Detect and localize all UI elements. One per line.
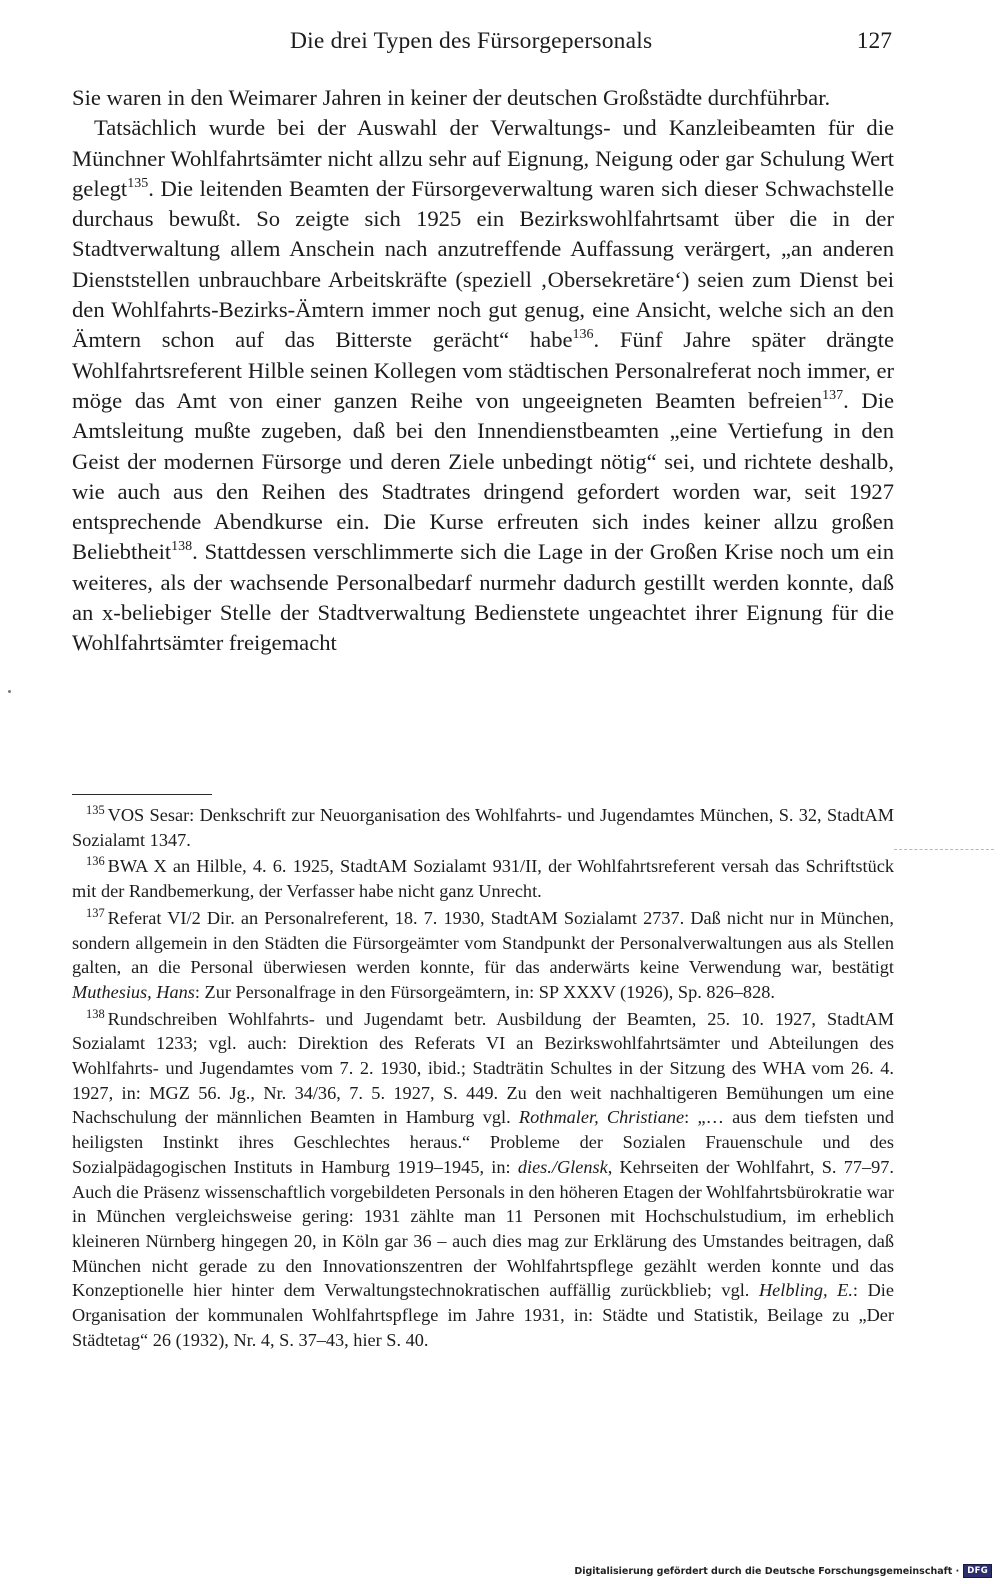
footnote-137 [72, 906, 894, 1005]
footnote-number: 136 [86, 854, 105, 869]
footnote-text: Rundschreiben Wohlfahrts- und Jugendamt betr. Ausbildung der Beamten, 25. 10. 1927, StadtAM Sozialamt 1233; vgl. auch: Direktion des Referats VI an Bezirkswohlfahrtsämter und Abteilungen des Wohlfahrts- und Jugendamtes vom 7. 2. 1930, ibid.; Stadträtin Schultes in der Sitzung des WHA vom 26. 4. 1927, in: MGZ 56. Jg., Nr. 34/36, 7. 5. 1927, S. 449. Zu den weit nachhaltigeren Bemühungen um eine Nachschulung der männlichen Beamten in Hamburg vgl. [72, 1008, 894, 1128]
author-name: dies./Glensk [517, 1156, 608, 1177]
paragraph [72, 113, 894, 658]
author-name: Muthesius, Hans [72, 981, 195, 1002]
footnote-138 [72, 1007, 894, 1353]
footnote-text: : Zur Personalfrage in den Fürsorgeämtern, in: SP XXXV (1926), Sp. 826–828. [194, 981, 775, 1002]
footnote-divider [72, 794, 212, 795]
footnote-ref: 136 [572, 327, 594, 343]
footnote-number: 137 [86, 905, 105, 920]
author-name: Helbling, E. [758, 1280, 853, 1301]
footnote-ref: 138 [171, 539, 193, 555]
scan-artifact-dashes [894, 849, 994, 850]
dfg-logo: DFG [963, 1564, 992, 1578]
main-text [72, 83, 894, 659]
page-number: 127 [856, 28, 892, 54]
text-run: . Die leitenden Beamten der Fürsorgeverwaltung waren sich dieser Schwachstelle durchaus bewußt. So zeigte sich 1925 ein Bezirkswohlfahrtsamt über die in der Stadtverwaltung allem Anschein nach anzutreffende Auffassung verärgert, „an anderen Dienststellen unbrauchbare Arbeitskräfte (speziell ‚Obersekretäre‘) seien zum Dienst bei den Wohlfahrts-Bezirks-Ämtern immer noch gut genug, eine Ansicht, welche sich an den Ämtern schon auf das Bitterste gerächt“ habe [72, 175, 894, 353]
footnote-text: : Die Organisation der kommunalen Wohlfahrtspflege im Jahre 1931, in: Städte und Statistik, Beilage zu „Der Städtetag“ 26 (1932), Nr. 4, S. 37–43, hier S. 40. [72, 1280, 894, 1350]
text-run: . Stattdessen verschlimmerte sich die Lage in der Großen Krise noch um ein weiteres, als der wachsende Personalbedarf nurmehr dadurch gestillt werden konnte, daß an x-beliebiger Stelle der Stadtverwaltung Bedienstete ungeachtet ihrer Eignung für die Wohlfahrtsämter freigemacht [72, 539, 894, 656]
footnotes [72, 803, 894, 1354]
footnote-135 [72, 803, 894, 852]
running-title: Die drei Typen des Fürsorgepersonals [290, 28, 653, 54]
author-name: Rothmaler, Christiane [518, 1107, 685, 1128]
text-run: . Die Amtsleitung mußte zugeben, daß bei den Innendienstbeamten „eine Vertiefung in den Geist der modernen Fürsorge und deren Ziele unbedingt nötig“ sei, und richtete deshalb, wie auch aus den Reihen des Stadtrates dringend gefordert worden war, seit 1927 entsprechende Abendkurse ein. Die Kurse erfreuten sich indes keiner allzu großen Beliebtheit [72, 387, 894, 565]
digitization-credit [574, 1564, 992, 1578]
text-run: Tatsächlich wurde bei der Auswahl der Verwaltungs- und Kanzleibeamten für die Münchner Wohlfahrtsämter nicht allzu sehr auf Eignung, Neigung oder gar Schulung Wert gelegt [72, 115, 894, 201]
paragraph: Sie waren in den Weimarer Jahren in keiner der deutschen Großstädte durchführbar. [72, 85, 831, 110]
footnote-text: VOS Sesar: Denkschrift zur Neuorganisation des Wohlfahrts- und Jugendamtes München, S. 32, StadtAM Sozialamt 1347. [72, 805, 894, 850]
credit-text: Digitalisierung gefördert durch die Deutsche Forschungsgemeinschaft · [574, 1565, 960, 1577]
footnote-text: Referat VI/2 Dir. an Personalreferent, 18. 7. 1930, StadtAM Sozialamt 2737. Daß nicht nur in München, sondern allgemein in den Städten die Fürsorgeämter vom Standpunkt der Personalverwaltungen aus als Stellen galten, an die Personal überwiesen werden konnte, für das anderwärts keine Verwendung war, bestätigt [72, 907, 894, 978]
footnote-number: 138 [86, 1006, 105, 1021]
footnote-text: : „… aus dem tiefsten und heiligsten Instinkt ihres Geschlechtes heraus.“ Probleme der Sozialen Frauenschule und des Sozialpädagogischen Instituts in Hamburg 1919–1945, in: [72, 1107, 894, 1177]
footnote-text: BWA X an Hilble, 4. 6. 1925, StadtAM Sozialamt 931/II, der Wohlfahrtsreferent versah das Schriftstück mit der Randbemerkung, der Verfasser habe nicht ganz Unrecht. [72, 856, 894, 902]
running-header [72, 28, 892, 62]
scan-artifact-speck [8, 690, 11, 693]
footnote-ref: 135 [127, 175, 149, 191]
footnote-text: , Kehrseiten der Wohlfahrt, S. 77–97. Auch die Präsenz wissenschaftlich vorgebildeten Personals in den höheren Etagen der Wohlfahrtsbürokratie war in München vergleichsweise gering: 1931 zählte man 11 Personen mit Hochschulstudium, im erheblich kleineren Nürnberg hingegen 20, in Köln gar 36 – auch dies mag zur Erklärung des Umstandes beitragen, daß München nicht gerade zu den Innovationszentren der Wohlfahrtspflege gezählt werden konnte und das Konzeptionelle hier hinter dem Verwaltungstechnokratischen auffällig zurückblieb; vgl. [72, 1156, 894, 1301]
footnote-136 [72, 854, 894, 903]
footnote-ref: 137 [822, 387, 844, 403]
footnote-number: 135 [86, 802, 105, 817]
text-run: . Fünf Jahre später drängte Wohlfahrtsreferent Hilble seinen Kollegen vom städtischen Personalreferat noch immer, er möge das Amt von einer ganzen Reihe von ungeeigneten Beamten befreien [72, 327, 894, 413]
